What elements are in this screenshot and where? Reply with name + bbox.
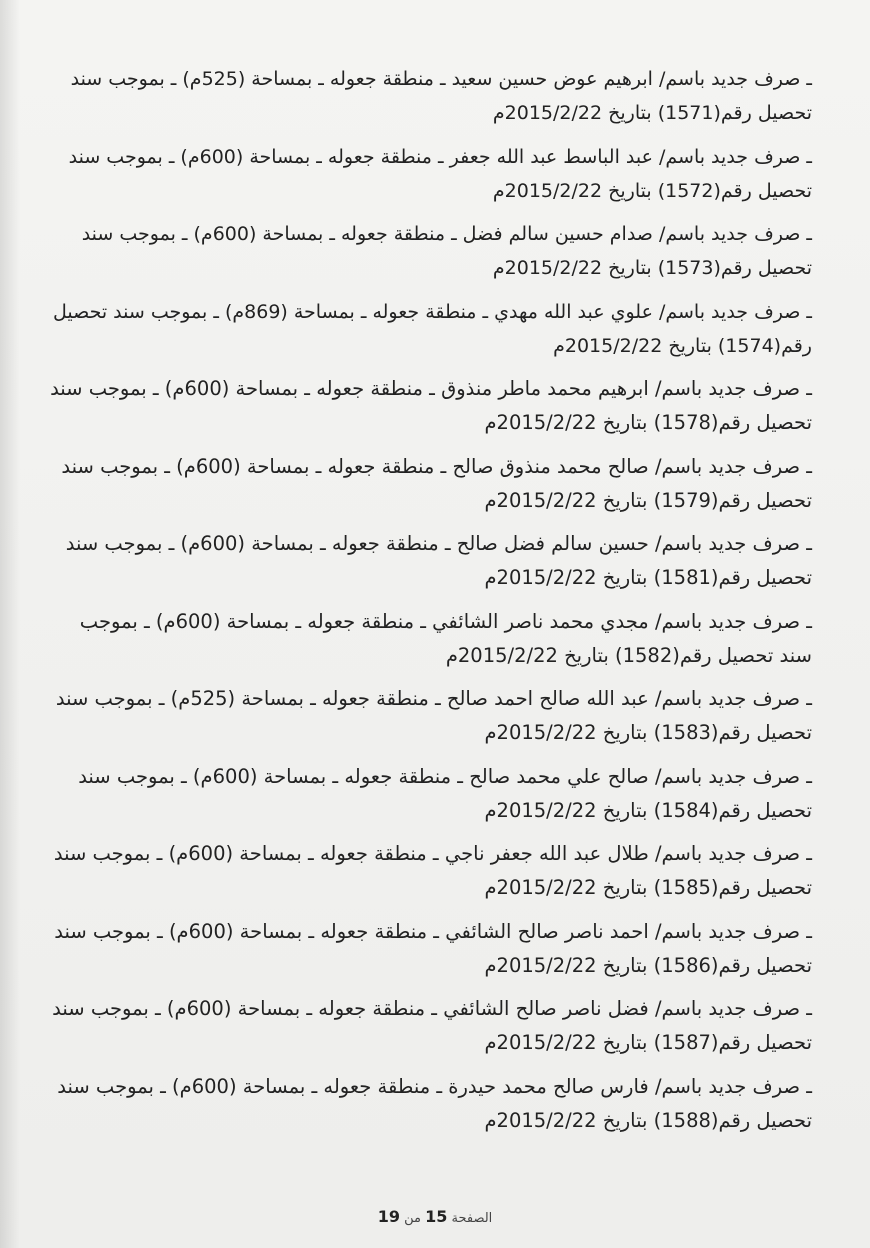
page-word: الصفحة [451, 1211, 493, 1226]
list-item: ـ صرف جديد باسم/ عبد الباسط عبد الله جعفر ـ منطقة جعوله ـ بمساحة (600م) ـ بموجب سند تحصيل رقم(1572) بتاريخ 2015/2/22م [68, 145, 812, 202]
list-item: ـ صرف جديد باسم/ حسين سالم فضل صالح ـ منطقة جعوله ـ بمساحة (600م) ـ بموجب سند تحصيل رقم(1581) بتاريخ 2015/2/22م [65, 532, 812, 589]
list-item: ـ صرف جديد باسم/ ابرهيم عوض حسين سعيد ـ منطقة جعوله ـ بمساحة (525م) ـ بموجب سند تحصيل رقم(1571) بتاريخ 2015/2/22م [70, 68, 812, 124]
list-item: ـ صرف جديد باسم/ عبد الله صالح احمد صالح ـ منطقة جعوله ـ بمساحة (525م) ـ بموجب سند تحصيل رقم(1583) بتاريخ 2015/2/22م [55, 687, 812, 744]
of-word: من [404, 1211, 421, 1226]
list-item: ـ صرف جديد باسم/ فضل ناصر صالح الشائفي ـ منطقة جعوله ـ بمساحة (600م) ـ بموجب سند تحصيل رقم(1587) بتاريخ 2015/2/22م [52, 997, 812, 1054]
list-item: ـ صرف جديد باسم/ طلال عبد الله جعفر ناجي ـ منطقة جعوله ـ بمساحة (600م) ـ بموجب سند تحصيل رقم(1585) بتاريخ 2015/2/22م [53, 842, 812, 899]
page-total: 19 [377, 1207, 400, 1226]
list-item: ـ صرف جديد باسم/ ابرهيم محمد ماطر منذوق ـ منطقة جعوله ـ بمساحة (600م) ـ بموجب سند تحصيل رقم(1578) بتاريخ 2015/2/22م [50, 377, 812, 434]
page-edge-shadow [0, 0, 20, 1248]
list-item: ـ صرف جديد باسم/ علوي عبد الله مهدي ـ منطقة جعوله ـ بمساحة (869م) ـ بموجب سند تحصيل رقم(1574) بتاريخ 2015/2/22م [52, 300, 812, 357]
list-item: ـ صرف جديد باسم/ صدام حسين سالم فضل ـ منطقة جعوله ـ بمساحة (600م) ـ بموجب سند تحصيل رقم(1573) بتاريخ 2015/2/22م [81, 223, 812, 279]
list-item: ـ صرف جديد باسم/ فارس صالح محمد حيدرة ـ منطقة جعوله ـ بمساحة (600م) ـ بموجب سند تحصيل رقم(1588) بتاريخ 2015/2/22م [57, 1074, 812, 1132]
page-current: 15 [425, 1207, 448, 1226]
list-item: ـ صرف جديد باسم/ احمد ناصر صالح الشائفي ـ منطقة جعوله ـ بمساحة (600م) ـ بموجب سند تحصيل رقم(1586) بتاريخ 2015/2/22م [54, 919, 812, 977]
list-item: ـ صرف جديد باسم/ صالح محمد منذوق صالح ـ منطقة جعوله ـ بمساحة (600م) ـ بموجب سند تحصيل رقم(1579) بتاريخ 2015/2/22م [61, 454, 812, 512]
list-item: ـ صرف جديد باسم/ صالح علي محمد صالح ـ منطقة جعوله ـ بمساحة (600م) ـ بموجب سند تحصيل رقم(1584) بتاريخ 2015/2/22م [78, 764, 812, 822]
page-number-footer [0, 1207, 870, 1226]
list-item: ـ صرف جديد باسم/ مجدي محمد ناصر الشائفي ـ منطقة جعوله ـ بمساحة (600م) ـ بموجب سند تحصيل رقم(1582) بتاريخ 2015/2/22م [79, 609, 812, 667]
entries-list [42, 62, 812, 1147]
